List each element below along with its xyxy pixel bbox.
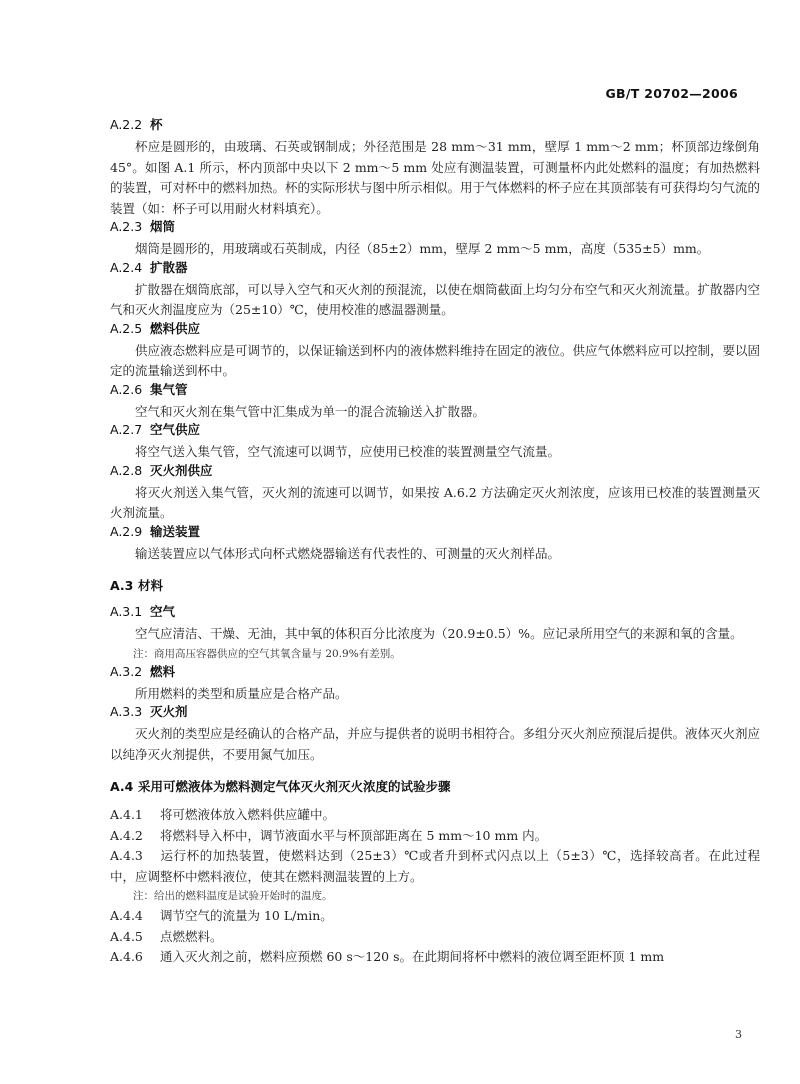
- clause-heading: [110, 463, 760, 483]
- clause-heading: [110, 321, 760, 341]
- clause-title: 烟筒: [150, 219, 176, 234]
- clause-paragraph: 空气和灭火剂在集气管中汇集成为单一的混合流输送入扩散器。: [135, 403, 486, 419]
- clause-number: A.2.4: [110, 259, 143, 275]
- page-content: [110, 117, 760, 968]
- step-text: 通入灭火剂之前，燃料应预燃 60 s～120 s。在此期间将杯中燃料的液位调至距杯顶 1 mm: [160, 949, 665, 964]
- step-number: A.4.2: [110, 827, 143, 843]
- section-title: 采用可燃液体为燃料测定气体灭火剂灭火浓度的试验步骤: [138, 779, 451, 794]
- clause-title: 输送装置: [150, 523, 201, 539]
- clause-title: 集气管: [150, 381, 188, 397]
- clause-title: 扩散器: [150, 259, 188, 275]
- clause-paragraph: 所用燃料的类型和质量应是合格产品。: [135, 685, 348, 701]
- section-heading: [110, 578, 760, 594]
- clause-heading: [110, 260, 760, 280]
- step-number: A.4.6: [110, 949, 143, 964]
- clause-heading: [110, 704, 760, 724]
- clause-heading: [110, 219, 760, 239]
- clause-paragraph: 扩散器在烟筒底部，可以导入空气和灭火剂的预混流，以使在烟筒截面上均匀分布空气和灭火剂流量。扩散器内空气和灭火剂温度应为（25±10）℃，使用校准的感温器测量。: [110, 281, 761, 317]
- section-title: 材料: [138, 578, 164, 593]
- clause-paragraph: 杯应是圆形的，由玻璃、石英或钢制成；外径范围是 28 mm～31 mm，壁厚 1 mm～2 mm；杯顶部边缘倒角 45°。如图 A.1 所示，杯内顶部中央以下 2 mm～5 mm 处应有测温装置，可测量杯内此处燃料的温度；有加热燃料的装置，可对杯中的燃料加热。杯的实际形状与图中所示相似。用于气体燃料的杯子应在其顶部装有可获得均匀气流的装置（如：杯子可以用耐火材料填充）。: [110, 139, 761, 216]
- clause-paragraph: 将灭火剂送入集气管，灭火剂的流速可以调节，如果按 A.6.2 方法确定灭火剂浓度，应该用已校准的装置测量灭火剂流量。: [110, 484, 760, 520]
- clause-heading: [110, 604, 760, 624]
- clause-heading: [110, 422, 760, 442]
- clause-number: A.2.6: [110, 381, 143, 397]
- clause-heading: [110, 382, 760, 402]
- clause-title: 燃料: [150, 663, 176, 679]
- clause-title: 燃料供应: [150, 320, 201, 336]
- procedure-step: [110, 826, 760, 847]
- step-text: 将燃料导入杯中，调节液面水平与杯顶部距离在 5 mm～10 mm 内。: [160, 827, 548, 843]
- procedure-step: [110, 846, 760, 887]
- step-text: 将可燃液体放入燃料供应罐中。: [160, 807, 336, 822]
- step-number: A.4.1: [110, 807, 143, 822]
- clause-number: A.2.9: [110, 523, 143, 539]
- section-heading: [110, 779, 760, 795]
- step-text: 点燃燃料。: [160, 928, 223, 944]
- clause-title: 杯: [150, 117, 163, 132]
- clause-title: 灭火剂: [150, 704, 188, 719]
- procedure-step: [110, 906, 760, 927]
- clause-number: A.2.7: [110, 422, 143, 437]
- clause-paragraph: 将空气送入集气管，空气流速可以调节，应使用已校准的装置测量空气流量。: [135, 444, 561, 459]
- clause-paragraph: 空气应清洁、干燥、无油，其中氧的体积百分比浓度为（20.9±0.5）%。应记录所用空气的来源和氧的含量。: [135, 626, 743, 641]
- standard-number-header: GB/T 20702—2006: [605, 86, 738, 101]
- clause-heading: [110, 524, 760, 544]
- step-text: 运行杯的加热装置，使燃料达到（25±3）℃或者升到杯式闪点以上（5±3）℃，选择较高者。在此过程中，应调整杯中燃料液位，使其在燃料测温装置的上方。: [110, 848, 760, 884]
- clause-number: A.2.2: [110, 117, 143, 132]
- procedure-step: [110, 947, 760, 968]
- step-text: 调节空气的流量为 10 L/min。: [160, 908, 333, 923]
- note-text: 注：给出的燃料温度是试验开始时的温度。: [133, 890, 333, 902]
- clause-number: A.2.5: [110, 320, 143, 336]
- page-number: 3: [735, 1028, 742, 1041]
- step-number: A.4.3: [110, 848, 143, 863]
- clause-number: A.3.3: [110, 704, 143, 719]
- clause-title: 灭火剂供应: [150, 462, 213, 478]
- clause-number: A.3.2: [110, 663, 143, 679]
- step-number: A.4.4: [110, 908, 143, 923]
- clause-title: 空气: [150, 604, 176, 619]
- step-number: A.4.5: [110, 928, 143, 944]
- clause-paragraph: 供应液态燃料应是可调节的，以保证输送到杯内的液体燃料维持在固定的液位。供应气体燃料应可以控制，要以固定的流量输送到杯中。: [110, 342, 761, 378]
- clause-paragraph: 输送装置应以气体形式向杯式燃烧器输送有代表性的、可测量的灭火剂样品。: [135, 545, 561, 561]
- section-number: A.3: [110, 578, 134, 593]
- section-number: A.4: [110, 779, 134, 794]
- clause-heading: [110, 664, 760, 684]
- clause-title: 空气供应: [150, 422, 201, 437]
- clause-number: A.2.3: [110, 219, 143, 234]
- clause-paragraph: 烟筒是圆形的，用玻璃或石英制成，内径（85±2）mm，壁厚 2 mm～5 mm，高度（535±5）mm。: [135, 241, 710, 256]
- clause-paragraph: 灭火剂的类型应是经确认的合格产品，并应与提供者的说明书相符合。多组分灭火剂应预混后提供。液体灭火剂应以纯净灭火剂提供，不要用氮气加压。: [110, 726, 761, 762]
- clause-number: A.2.8: [110, 462, 143, 478]
- clause-heading: [110, 117, 760, 137]
- procedure-step: [110, 805, 760, 826]
- note-text: 注：商用高压容器供应的空气其氧含量与 20.9%有差别。: [133, 647, 401, 660]
- clause-number: A.3.1: [110, 604, 143, 619]
- procedure-step: [110, 927, 760, 948]
